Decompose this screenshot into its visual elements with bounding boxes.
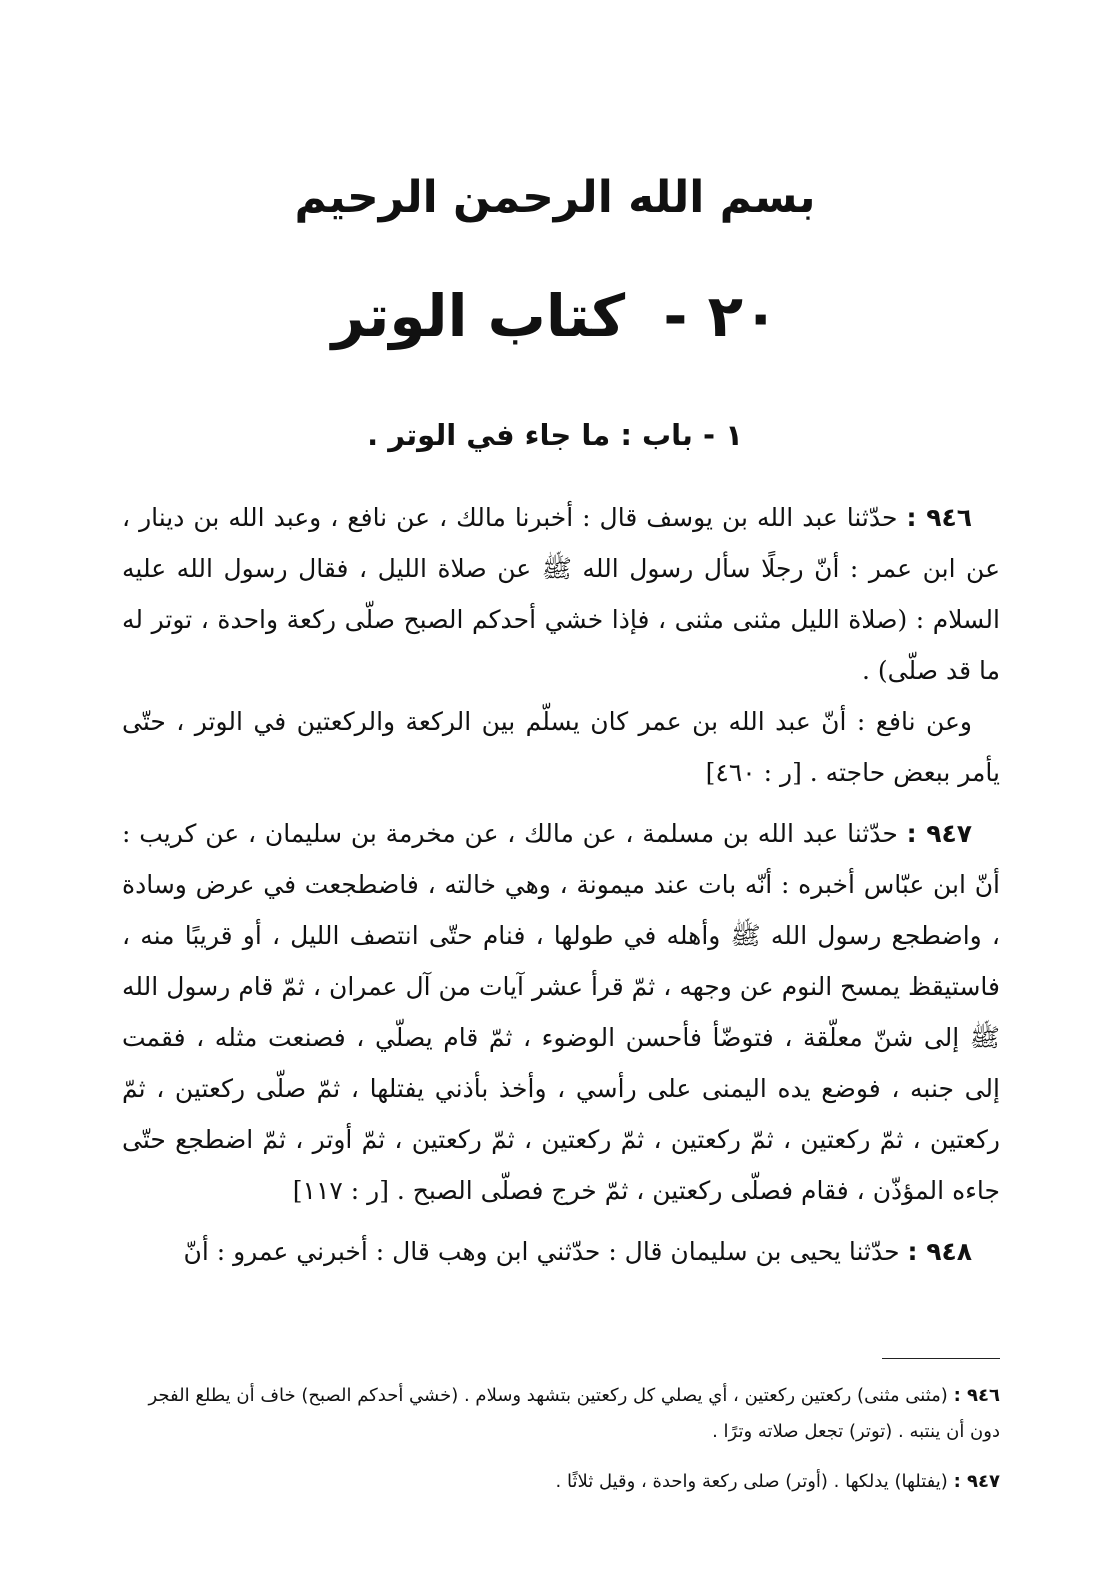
basmala-calligraphy: بسم الله الرحمن الرحيم xyxy=(294,172,816,223)
footnote-number: ٩٤٧ : xyxy=(953,1471,1000,1492)
hadith-body xyxy=(122,492,1000,1277)
chapter-heading: ١ - باب : ما جاء في الوتر . xyxy=(367,418,743,452)
hadith-946-continuation xyxy=(122,696,1000,798)
hadith-number: ٩٤٨ : xyxy=(907,1237,972,1266)
hadith-text: حدّثنا عبد الله بن يوسف قال : أخبرنا مالك ، عن نافع ، وعبد الله بن دينار ، عن ابن عمر : أنّ رجلًا سأل رسول الله ﷺ عن صلاة الليل ، فقال رسول الله عليه السلام : (صلاة الليل مثنى مثنى ، فإذا خشي أحدكم الصبح صلّى ركعة واحدة ، توتر له ما قد صلّى) . xyxy=(122,503,1000,685)
hadith-text: وعن نافع : أنّ عبد الله بن عمر كان يسلّم بين الركعة والركعتين في الوتر ، حتّى يأمر ببعض حاجته . [ر : ٤٦٠] xyxy=(122,707,1000,787)
footnote-947 xyxy=(120,1464,1000,1500)
hadith-948 xyxy=(122,1226,1000,1277)
footnote-text: (مثنى مثنى) ركعتين ركعتين ، أي يصلي كل ركعتين بتشهد وسلام . (خشي أحدكم الصبح) خاف أن يطلع الفجر دون أن ينتبه . (توتر) تجعل صلاته وترًا . xyxy=(148,1385,1000,1442)
footnote-946 xyxy=(120,1378,1000,1450)
hadith-number: ٩٤٦ : xyxy=(906,503,972,532)
hadith-text: حدّثنا يحيى بن سليمان قال : حدّثني ابن وهب قال : أخبرني عمرو : أنّ xyxy=(183,1237,900,1266)
book-number: ٢٠ - xyxy=(663,282,779,350)
footnotes xyxy=(120,1378,1000,1514)
footnote-number: ٩٤٦ : xyxy=(953,1385,1000,1406)
footnote-text: (يفتلها) يدلكها . (أوتر) صلى ركعة واحدة ، وقيل ثلاثًا . xyxy=(555,1471,948,1492)
hadith-number: ٩٤٧ : xyxy=(906,819,972,848)
hadith-text: حدّثنا عبد الله بن مسلمة ، عن مالك ، عن مخرمة بن سليمان ، عن كريب : أنّ ابن عبّاس أخبره : أنّه بات عند ميمونة ، وهي خالته ، فاضطجعت في عرض وسادة ، واضطجع رسول الله ﷺ وأهله في طولها ، فنام حتّى انتصف الليل ، أو قريبًا منه ، فاستيقظ يمسح النوم عن وجهه ، ثمّ قرأ عشر آيات من آل عمران ، ثمّ قام رسول الله ﷺ إلى شنّ معلّقة ، فتوضّأ فأحسن الوضوء ، ثمّ قام يصلّي ، فصنعت مثله ، فقمت إلى جنبه ، فوضع يده اليمنى على رأسي ، وأخذ بأذني يفتلها ، ثمّ صلّى ركعتين ، ثمّ ركعتين ، ثمّ ركعتين ، ثمّ ركعتين ، ثمّ ركعتين ، ثمّ ركعتين ، ثمّ أوتر ، ثمّ اضطجع حتّى جاءه المؤذّن ، فقام فصلّى ركعتين ، ثمّ خرج فصلّى الصبح . [ر : ١١٧] xyxy=(122,819,1000,1205)
book-title: كتاب الوتر xyxy=(331,282,626,350)
hadith-947 xyxy=(122,808,1000,1216)
footnote-divider xyxy=(882,1358,1000,1359)
hadith-946 xyxy=(122,492,1000,696)
book-heading xyxy=(0,282,1110,350)
